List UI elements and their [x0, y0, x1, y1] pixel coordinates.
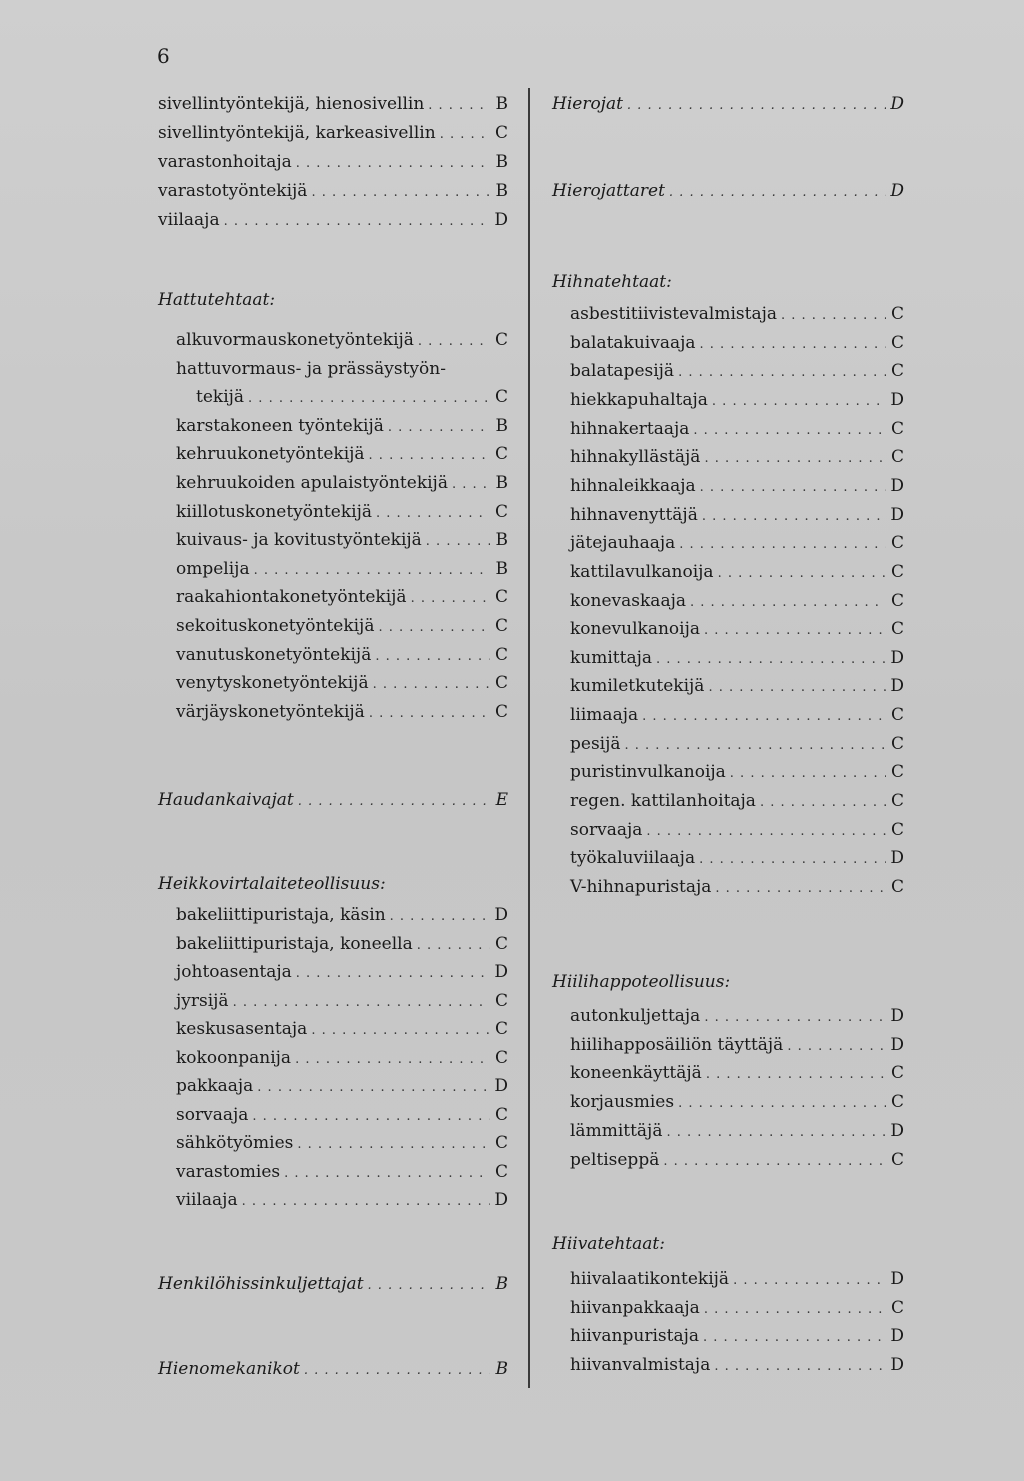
- list-item: [158, 1271, 508, 1297]
- dot-leader: [678, 360, 886, 386]
- grade-letter: B: [495, 1274, 508, 1294]
- grade-letter: C: [494, 1161, 508, 1182]
- list-item: [158, 787, 508, 813]
- occupation-label: kumiletkutekijä: [570, 676, 705, 697]
- list-item: [552, 874, 904, 900]
- grade-letter: C: [890, 1063, 904, 1084]
- list-item: [158, 120, 508, 146]
- occupation-label: johtoasentaja: [176, 962, 292, 982]
- grade-letter: C: [890, 304, 904, 324]
- occupation-label: hiivanpakkaaja: [570, 1297, 700, 1318]
- occupation-label: Hierojat: [552, 94, 623, 114]
- list-item: [552, 178, 904, 204]
- list-item: [158, 207, 508, 233]
- grade-letter: C: [494, 701, 508, 722]
- dot-leader: [669, 180, 886, 206]
- dot-leader: [781, 303, 886, 329]
- list-item: [158, 642, 508, 668]
- dot-leader: [706, 1062, 886, 1088]
- list-item: [158, 584, 508, 610]
- dot-leader: [708, 675, 886, 701]
- occupation-label: kiillotuskonetyöntekijä: [176, 501, 372, 522]
- dot-leader: [254, 558, 490, 584]
- grade-letter: D: [890, 1120, 904, 1141]
- dot-leader: [712, 389, 886, 415]
- grade-letter: D: [494, 1076, 508, 1096]
- list-item: [552, 702, 904, 728]
- occupation-label: sivellintyöntekijä, hienosivellin: [158, 94, 425, 114]
- dot-leader: [440, 122, 490, 148]
- grade-letter: C: [494, 501, 508, 522]
- grade-letter: C: [494, 1104, 508, 1125]
- list-item: [552, 759, 904, 785]
- occupation-label: hihnakyllästäjä: [570, 447, 701, 468]
- dot-leader: [369, 701, 490, 727]
- dot-leader: [700, 332, 886, 358]
- column-divider: [528, 88, 530, 1388]
- dot-leader: [376, 501, 490, 527]
- list-item: [158, 1159, 508, 1185]
- list-item: [158, 959, 508, 985]
- occupation-label: raakahiontakonetyöntekijä: [176, 587, 407, 608]
- occupation-label: viilaaja: [176, 1190, 238, 1210]
- dot-leader: [718, 561, 886, 587]
- list-item: [158, 988, 508, 1014]
- list-item: [552, 1266, 904, 1292]
- occupation-label: sorvaaja: [176, 1104, 249, 1125]
- dot-leader: [426, 529, 490, 555]
- occupation-label: lämmittäjä: [570, 1120, 663, 1141]
- grade-letter: C: [494, 616, 508, 636]
- dot-leader: [699, 847, 886, 873]
- list-item: [552, 1060, 904, 1086]
- list-item: [158, 1130, 508, 1156]
- occupation-label: jyrsijä: [176, 990, 229, 1011]
- dot-leader: [224, 209, 490, 235]
- occupation-label: viilaaja: [158, 210, 220, 230]
- dot-leader: [418, 329, 490, 355]
- grade-letter: D: [890, 94, 904, 114]
- dot-leader: [375, 644, 490, 670]
- dot-leader: [730, 761, 886, 787]
- occupation-label: hiilihapposäiliön täyttäjä: [570, 1034, 784, 1055]
- list-item: [552, 1352, 904, 1378]
- occupation-label: varastonhoitaja: [158, 152, 292, 172]
- occupation-label: työkaluviilaaja: [570, 848, 696, 869]
- list-item: [158, 1187, 508, 1213]
- occupation-label: venytyskonetyöntekijä: [176, 673, 369, 694]
- list-item: [158, 1016, 508, 1042]
- list-item: [552, 387, 904, 413]
- list-item: [552, 1323, 904, 1349]
- occupation-label: kehruukonetyöntekijä: [176, 444, 365, 465]
- list-item: [158, 556, 508, 582]
- grade-letter: B: [495, 94, 508, 114]
- dot-leader: [311, 180, 490, 206]
- grade-letter: B: [495, 152, 508, 172]
- occupation-label: asbestitiivistevalmistaja: [570, 304, 777, 324]
- grade-letter: C: [494, 387, 508, 408]
- grade-letter: B: [495, 530, 508, 551]
- dot-leader: [373, 672, 490, 698]
- occupation-label: kattilavulkanoija: [570, 561, 714, 582]
- occupation-label: korjausmies: [570, 1092, 675, 1113]
- grade-letter: D: [494, 905, 508, 925]
- grade-letter: C: [890, 533, 904, 554]
- grade-letter: C: [494, 330, 508, 350]
- list-item: [158, 470, 508, 496]
- list-item: [552, 91, 904, 117]
- grade-letter: D: [890, 181, 904, 201]
- dot-leader: [378, 615, 490, 641]
- dot-leader: [690, 590, 886, 616]
- occupation-label: Henkilöhissinkuljettajat: [158, 1274, 364, 1294]
- grade-letter: C: [890, 1149, 904, 1170]
- list-item: [158, 931, 508, 957]
- occupation-label: jätejauhaaja: [570, 533, 676, 554]
- list-item: [552, 1003, 904, 1029]
- list-item: [552, 673, 904, 699]
- occupation-label: tekijä: [196, 387, 245, 408]
- dot-leader: [417, 933, 490, 959]
- grade-letter: C: [890, 877, 904, 897]
- dot-leader: [700, 475, 886, 501]
- list-item: [552, 645, 904, 671]
- grade-letter: C: [890, 361, 904, 382]
- grade-letter: C: [890, 561, 904, 582]
- occupation-label: konevaskaaja: [570, 590, 686, 611]
- list-item: [158, 1356, 508, 1382]
- occupation-label: sähkötyömies: [176, 1133, 294, 1153]
- list-item: [552, 473, 904, 499]
- occupation-label: sorvaaja: [570, 819, 643, 840]
- grade-letter: B: [495, 181, 508, 201]
- grade-letter: C: [890, 447, 904, 468]
- list-item: [158, 413, 508, 439]
- list-item: [158, 499, 508, 525]
- dot-leader: [656, 647, 886, 673]
- list-item: [158, 613, 508, 639]
- dot-leader: [297, 1132, 490, 1158]
- dot-leader: [296, 961, 490, 987]
- occupation-label: hiivalaatikontekijä: [570, 1269, 730, 1289]
- occupation-label: hihnakertaaja: [570, 418, 690, 439]
- grade-letter: D: [890, 848, 904, 869]
- grade-letter: B: [495, 1359, 508, 1379]
- list-item: [552, 416, 904, 442]
- list-item: [552, 788, 904, 814]
- grade-letter: D: [890, 389, 904, 410]
- grade-letter: C: [494, 644, 508, 665]
- dot-leader: [663, 1149, 886, 1175]
- list-item: [158, 384, 508, 410]
- grade-letter: D: [890, 475, 904, 496]
- occupation-label: Haudankaivajat: [158, 790, 294, 810]
- grade-letter: C: [890, 418, 904, 439]
- grade-letter: C: [890, 332, 904, 353]
- list-item: [158, 1045, 508, 1071]
- grade-letter: E: [495, 790, 508, 810]
- list-item: [552, 845, 904, 871]
- dot-leader: [704, 1005, 886, 1031]
- grade-letter: C: [890, 819, 904, 840]
- dot-leader: [369, 443, 490, 469]
- list-item: [552, 1118, 904, 1144]
- dot-leader: [295, 1047, 490, 1073]
- occupation-label: kumittaja: [570, 647, 653, 668]
- list-item: [552, 731, 904, 757]
- list-item: [158, 527, 508, 553]
- occupation-label: koneenkäyttäjä: [570, 1063, 702, 1084]
- list-item: [158, 441, 508, 467]
- dot-leader: [787, 1034, 886, 1060]
- occupation-label: värjäyskonetyöntekijä: [176, 701, 365, 722]
- dot-leader: [702, 504, 886, 530]
- heading-hiivatehtaat: Hiivatehtaat:: [552, 1234, 665, 1254]
- dot-leader: [368, 1273, 490, 1299]
- dot-leader: [304, 1358, 490, 1384]
- list-item: [552, 1032, 904, 1058]
- grade-letter: B: [495, 473, 508, 493]
- list-item: [552, 1295, 904, 1321]
- list-item: [552, 502, 904, 528]
- grade-letter: D: [494, 210, 508, 230]
- list-item: [158, 699, 508, 725]
- occupation-label: varastotyöntekijä: [158, 181, 308, 201]
- dot-leader: [627, 93, 886, 119]
- grade-letter: C: [890, 619, 904, 640]
- grade-letter: C: [890, 705, 904, 726]
- occupation-label: karstakoneen työntekijä: [176, 415, 384, 436]
- heading-hihnatehtaat: Hihnatehtaat:: [552, 272, 672, 292]
- occupation-label: Hierojattaret: [552, 181, 665, 201]
- dot-leader: [248, 386, 490, 412]
- dot-leader: [642, 704, 886, 730]
- list-item: [552, 817, 904, 843]
- grade-letter: C: [494, 587, 508, 608]
- dot-leader: [411, 586, 490, 612]
- dot-leader: [704, 446, 886, 472]
- occupation-label: hiekkapuhaltaja: [570, 389, 708, 410]
- occupation-label: sekoituskonetyöntekijä: [176, 616, 375, 636]
- occupation-label: sivellintyöntekijä, karkeasivellin: [158, 123, 436, 143]
- occupation-label: pesijä: [570, 733, 621, 754]
- dot-leader: [703, 1325, 886, 1351]
- dot-leader: [298, 789, 490, 815]
- grade-letter: C: [494, 990, 508, 1011]
- heading-hiilihappoteollisuus: Hiilihappoteollisuus:: [552, 972, 731, 992]
- grade-letter: C: [494, 1019, 508, 1039]
- dot-leader: [678, 1091, 886, 1117]
- grade-letter: C: [890, 590, 904, 611]
- grade-letter: D: [890, 1355, 904, 1376]
- grade-letter: C: [890, 1297, 904, 1318]
- grade-letter: D: [890, 1326, 904, 1347]
- list-item: [552, 444, 904, 470]
- dot-leader: [257, 1075, 490, 1101]
- occupation-label: varastomies: [176, 1161, 281, 1182]
- list-item: [552, 530, 904, 556]
- occupation-label: liimaaja: [570, 705, 639, 726]
- occupation-label: bakeliittipuristaja, koneella: [176, 933, 413, 954]
- dot-leader: [646, 819, 886, 845]
- dot-leader: [760, 790, 886, 816]
- grade-letter: C: [494, 933, 508, 954]
- occupation-label: balatakuivaaja: [570, 332, 696, 353]
- grade-letter: C: [494, 444, 508, 465]
- grade-letter: C: [890, 762, 904, 783]
- occupation-label: vanutuskonetyöntekijä: [176, 644, 372, 665]
- occupation-label: hiivanpuristaja: [570, 1326, 700, 1347]
- dot-leader: [390, 904, 490, 930]
- dot-leader: [714, 1354, 886, 1380]
- list-item: [158, 91, 508, 117]
- list-item: [552, 1147, 904, 1173]
- grade-letter: D: [890, 1269, 904, 1289]
- dot-leader: [428, 93, 490, 119]
- occupation-label: keskusasentaja: [176, 1019, 308, 1039]
- occupation-label: puristinvulkanoija: [570, 762, 726, 783]
- list-item: [158, 670, 508, 696]
- occupation-label: bakeliittipuristaja, käsin: [176, 905, 386, 925]
- list-item: [552, 330, 904, 356]
- page-number: 6: [157, 44, 170, 68]
- dot-leader: [233, 990, 490, 1016]
- grade-letter: C: [890, 791, 904, 812]
- occupation-label: peltiseppä: [570, 1149, 660, 1170]
- list-item: [158, 149, 508, 175]
- grade-letter: C: [494, 123, 508, 143]
- dot-leader: [284, 1161, 490, 1187]
- dot-leader: [733, 1268, 886, 1294]
- dot-leader: [452, 472, 490, 498]
- occupation-label: hihnaleikkaaja: [570, 475, 696, 496]
- dot-leader: [693, 418, 886, 444]
- occupation-label: ompelija: [176, 558, 250, 579]
- list-item: [158, 1102, 508, 1128]
- occupation-label: balatapesijä: [570, 361, 675, 382]
- dot-leader: [666, 1120, 886, 1146]
- list-item: [552, 358, 904, 384]
- list-item: [158, 1073, 508, 1099]
- dot-leader: [679, 532, 886, 558]
- occupation-label: V-hihnapuristaja: [570, 877, 712, 897]
- dot-leader: [625, 733, 886, 759]
- heading-heikkovirtalaiteteollisuus: Heikkovirtalaiteteollisuus:: [158, 874, 386, 894]
- grade-letter: D: [494, 1190, 508, 1210]
- list-item: [552, 1089, 904, 1115]
- list-item: [158, 327, 508, 353]
- occupation-label: autonkuljettaja: [570, 1006, 701, 1026]
- list-item: [158, 356, 508, 382]
- grade-letter: D: [890, 1034, 904, 1055]
- dot-leader: [242, 1189, 490, 1215]
- grade-letter: C: [494, 1133, 508, 1153]
- occupation-label: regen. kattilanhoitaja: [570, 791, 756, 812]
- dot-leader: [715, 876, 886, 902]
- occupation-label: kokoonpanija: [176, 1047, 292, 1068]
- grade-letter: C: [494, 673, 508, 694]
- occupation-label: konevulkanoija: [570, 619, 700, 640]
- dot-leader: [311, 1018, 490, 1044]
- list-item: [158, 902, 508, 928]
- occupation-label: Hienomekanikot: [158, 1359, 300, 1379]
- grade-letter: D: [890, 504, 904, 525]
- grade-letter: D: [890, 1006, 904, 1026]
- grade-letter: D: [890, 676, 904, 697]
- list-item: [552, 588, 904, 614]
- occupation-label: hihnavenyttäjä: [570, 504, 698, 525]
- grade-letter: C: [494, 1047, 508, 1068]
- dot-leader: [388, 415, 490, 441]
- grade-letter: D: [890, 647, 904, 668]
- dot-leader: [252, 1104, 490, 1130]
- grade-letter: C: [890, 1092, 904, 1113]
- occupation-label: pakkaaja: [176, 1076, 254, 1096]
- list-item: [158, 178, 508, 204]
- dot-leader: [296, 151, 490, 177]
- list-item: [552, 301, 904, 327]
- occupation-label: kuivaus- ja kovitustyöntekijä: [176, 530, 422, 551]
- list-item: [552, 559, 904, 585]
- heading-hattutehtaat: Hattutehtaat:: [158, 290, 276, 310]
- dot-leader: [704, 618, 886, 644]
- occupation-label: kehruukoiden apulaistyöntekijä: [176, 473, 448, 493]
- grade-letter: B: [495, 415, 508, 436]
- grade-letter: C: [890, 733, 904, 754]
- list-item: [552, 616, 904, 642]
- occupation-label: alkuvormauskonetyöntekijä: [176, 330, 414, 350]
- occupation-label: hiivanvalmistaja: [570, 1355, 711, 1376]
- grade-letter: D: [494, 962, 508, 982]
- dot-leader: [704, 1297, 886, 1323]
- grade-letter: B: [495, 558, 508, 579]
- occupation-label: hattuvormaus- ja prässäystyön-: [176, 358, 446, 379]
